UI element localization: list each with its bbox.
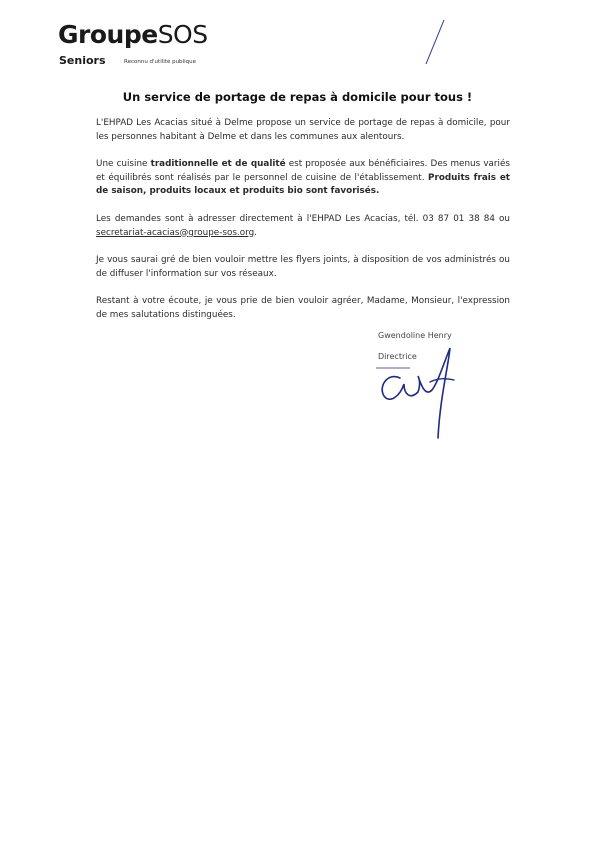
paragraph-closing: Restant à votre écoute, je vous prie de bien vouloir agréer, Madame, Monsieur, l'expression de mes salutations distinguées. [96, 296, 510, 320]
paragraph-flyers: Je vous saurai gré de bien vouloir mettre les flyers joints, à disposition de vos administrés ou de diffuser l'information sur vos réseaux. [96, 255, 510, 279]
paragraph-intro: L'EHPAD Les Acacias situé à Delme propose un service de portage de repas à domicile, pour les personnes habitant à Delme et dans les communes aux alentours. [96, 118, 510, 142]
contact-end: . [254, 227, 257, 238]
paragraph-cuisine [96, 158, 510, 199]
paragraph-contact [96, 213, 510, 240]
handwritten-signature [370, 338, 470, 448]
logo-main [58, 22, 208, 47]
logo-brand-bold: Groupe [58, 20, 158, 49]
signatory-name: Gwendoline Henry [378, 331, 452, 340]
signatory-role: Directrice [378, 352, 417, 361]
logo-tagline: Reconnu d'utilité publique [124, 59, 196, 65]
email-link[interactable]: secretariat-acacias@groupe-sos.org [96, 227, 255, 238]
logo-division: Seniors [59, 54, 106, 67]
pen-mark [420, 18, 450, 68]
cuisine-text-2: est proposée aux bénéficiaires. Des menus variés et équilibrés sont réalisés par le personnel de cuisine de l'établissement. [96, 159, 510, 183]
cuisine-bold-1: traditionnelle et de qualité [150, 159, 286, 169]
cuisine-text-1: Une cuisine [96, 159, 151, 169]
cuisine-bold-2: Produits frais et de saison, produits locaux et produits bio sont favorisés. [96, 172, 510, 196]
letter-title: Un service de portage de repas à domicile pour tous ! [122, 90, 473, 104]
logo-brand-light: SOS [157, 20, 208, 49]
contact-text: Les demandes sont à adresser directement à l'EHPAD Les Acacias, tél. 03 87 01 38 84 ou [96, 214, 510, 224]
